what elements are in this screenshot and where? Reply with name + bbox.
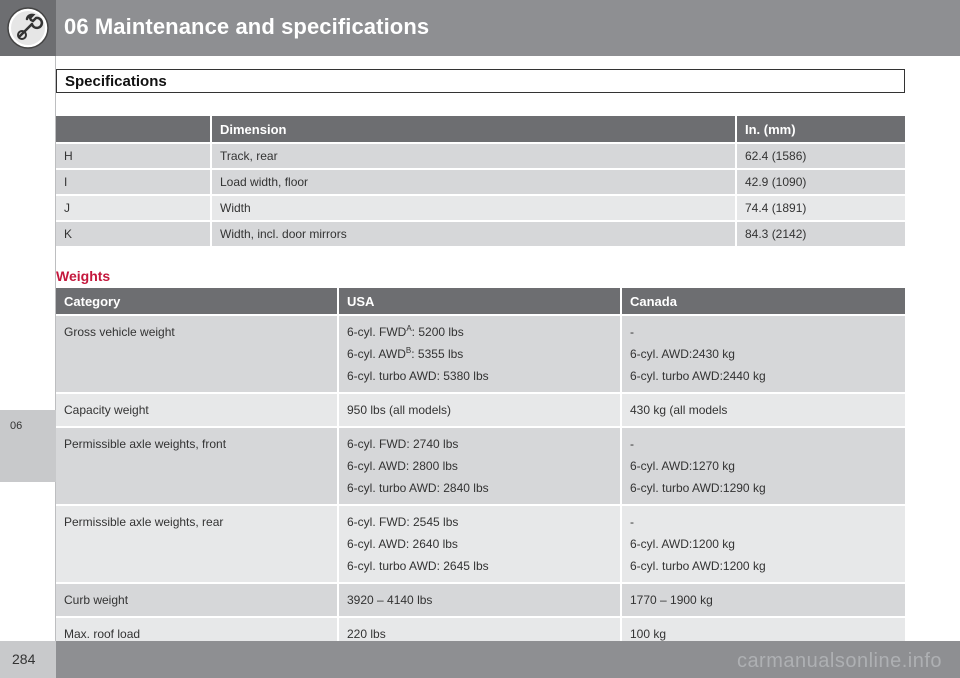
usa-value [347, 533, 612, 555]
canada-value: 6-cyl. turbo AWD:2440 kg [630, 369, 766, 383]
left-gutter [0, 56, 56, 641]
weights-table [56, 288, 905, 650]
page-title: 06 Maintenance and specifications [64, 14, 430, 39]
category-label: Gross vehicle weight [64, 325, 175, 339]
table-cell: 62.4 (1586) [737, 142, 905, 168]
table-row [56, 194, 905, 220]
usa-cell [339, 582, 622, 616]
usa-value-text: 6-cyl. FWD: 2545 lbs [347, 515, 459, 529]
usa-value-text: 6-cyl. turbo AWD: 5380 lbs [347, 369, 489, 383]
table-cell: K [56, 220, 212, 246]
watermark: carmanualsonline.info [736, 650, 942, 672]
usa-value-text: 6-cyl. AWD: 2800 lbs [347, 459, 458, 473]
category-label: Max. roof load [64, 627, 141, 641]
usa-value-text: 6-cyl. AWD [347, 347, 406, 361]
footnote-marker: B [405, 346, 412, 355]
canada-cell [622, 582, 905, 616]
usa-value-text: 6-cyl. turbo AWD: 2840 lbs [347, 481, 489, 495]
category-label: Permissible axle weights, rear [64, 515, 224, 529]
category-label: Curb weight [64, 593, 129, 607]
canada-value: 6-cyl. AWD:1270 kg [630, 459, 735, 473]
canada-value: - [630, 515, 634, 529]
table-row [56, 314, 905, 392]
chapter-tab [0, 410, 56, 482]
usa-cell [339, 504, 622, 582]
column-header: USA [339, 288, 622, 314]
table-cell: Track, rear [212, 142, 737, 168]
table-cell: J [56, 194, 212, 220]
canada-value: 6-cyl. AWD:1200 kg [630, 537, 735, 551]
chapter-tab-label: 06 [10, 420, 23, 432]
footnote-marker: A [406, 324, 412, 333]
usa-value [347, 433, 612, 455]
usa-value [347, 455, 612, 477]
canada-value: 6-cyl. AWD:2430 kg [630, 347, 735, 361]
category-label: Permissible axle weights, front [64, 437, 227, 451]
canada-value: 430 kg (all models [630, 403, 728, 417]
column-header [56, 116, 212, 142]
table-cell: H [56, 142, 212, 168]
usa-value-text: 6-cyl. turbo AWD: 2645 lbs [347, 559, 489, 573]
table-row [56, 392, 905, 426]
column-header: Canada [622, 288, 905, 314]
category-cell [56, 426, 339, 504]
usa-value-text: 3920 – 4140 lbs [347, 593, 433, 607]
wrench-gear-icon [6, 6, 50, 50]
table-row [56, 504, 905, 582]
category-cell [56, 504, 339, 582]
usa-value [347, 365, 612, 387]
usa-value [347, 511, 612, 533]
usa-value [347, 343, 612, 365]
usa-value [347, 589, 612, 611]
category-cell [56, 582, 339, 616]
category-label: Capacity weight [64, 403, 149, 417]
canada-cell [622, 392, 905, 426]
column-header: Category [56, 288, 339, 314]
canada-value: 6-cyl. turbo AWD:1200 kg [630, 559, 766, 573]
usa-value [347, 555, 612, 577]
usa-value [347, 321, 612, 343]
table-cell: 74.4 (1891) [737, 194, 905, 220]
table-row [56, 168, 905, 194]
header-icon-box [0, 0, 56, 56]
usa-value-text: 950 lbs (all models) [347, 403, 452, 417]
usa-value-text: : 5355 lbs [411, 347, 464, 361]
usa-value-text: : 5200 lbs [411, 325, 464, 339]
usa-cell [339, 314, 622, 392]
usa-value [347, 399, 612, 421]
canada-cell [622, 426, 905, 504]
usa-value [347, 477, 612, 499]
category-cell [56, 392, 339, 426]
table-cell: 84.3 (2142) [737, 220, 905, 246]
table-cell: Load width, floor [212, 168, 737, 194]
usa-value-text: 6-cyl. FWD: 2740 lbs [347, 437, 459, 451]
table-row [56, 142, 905, 168]
category-cell [56, 314, 339, 392]
usa-value-text: 6-cyl. AWD: 2640 lbs [347, 537, 458, 551]
section-title: Specifications [65, 73, 167, 90]
canada-value: - [630, 437, 634, 451]
weights-heading: Weights [56, 268, 111, 284]
canada-value: 1770 – 1900 kg [630, 593, 713, 607]
column-header: In. (mm) [737, 116, 905, 142]
table-cell: 42.9 (1090) [737, 168, 905, 194]
page-number: 284 [12, 651, 36, 667]
table-header-row [56, 116, 905, 142]
usa-value-text: 220 lbs [347, 627, 386, 641]
column-header: Dimension [212, 116, 737, 142]
canada-cell [622, 504, 905, 582]
table-row [56, 582, 905, 616]
usa-cell [339, 392, 622, 426]
dimensions-table [56, 116, 905, 246]
table-row [56, 220, 905, 246]
usa-cell [339, 426, 622, 504]
table-cell: I [56, 168, 212, 194]
table-header-row [56, 288, 905, 314]
usa-value-text: 6-cyl. FWD [347, 325, 407, 339]
canada-value: - [630, 325, 634, 339]
table-row [56, 426, 905, 504]
table-cell: Width, incl. door mirrors [212, 220, 737, 246]
section-header [56, 69, 905, 93]
table-cell: Width [212, 194, 737, 220]
canada-cell [622, 314, 905, 392]
canada-value: 6-cyl. turbo AWD:1290 kg [630, 481, 766, 495]
canada-value: 100 kg [630, 627, 667, 641]
